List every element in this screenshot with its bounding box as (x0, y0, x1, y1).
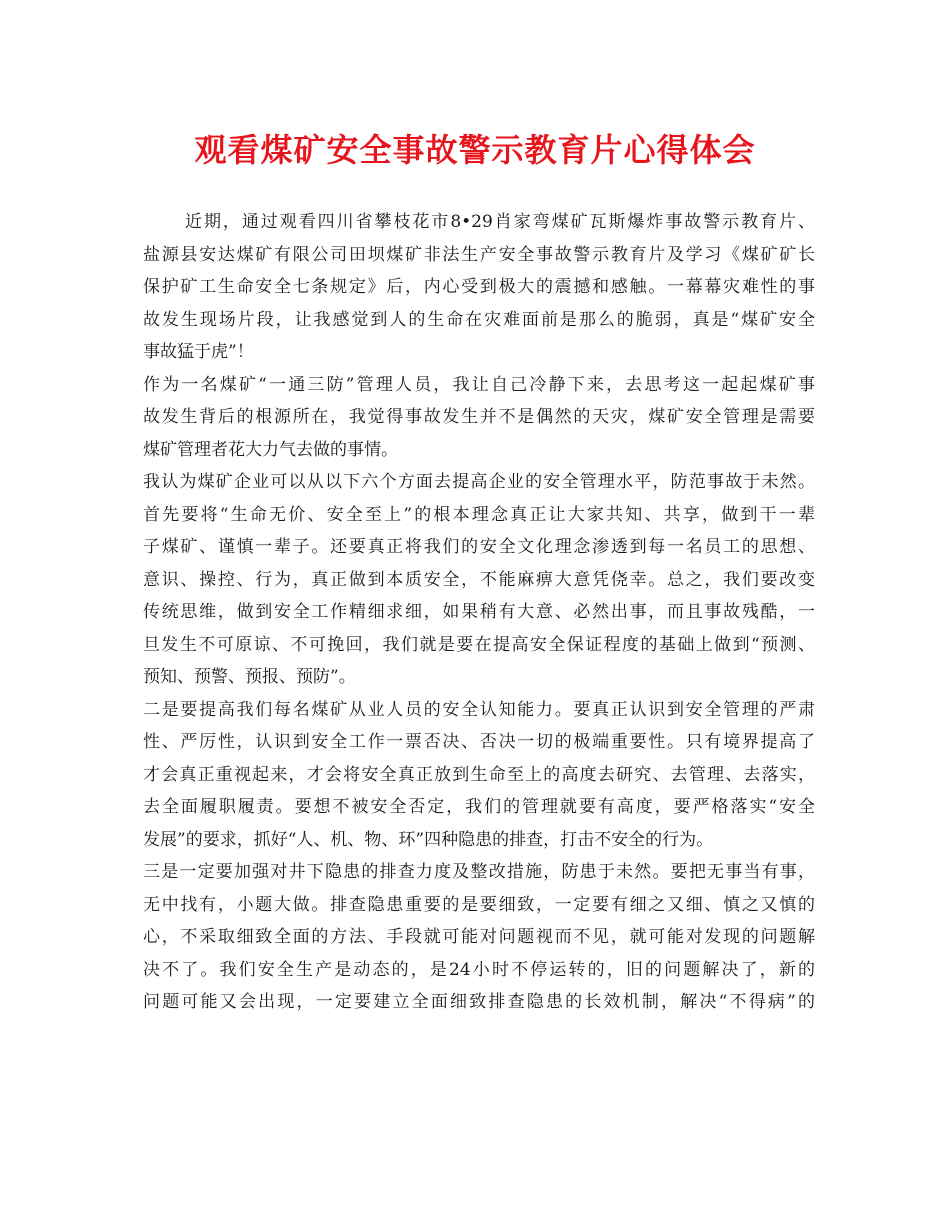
document-body (143, 206, 815, 1019)
paragraph-line: 才会真正重视起来，才会将安全真正放到生命至上的高度去研究、去管理、去落实， (143, 764, 815, 785)
paragraph-line: 去全面履职履责。要想不被安全否定，我们的管理就要有高度，要严格落实“安全 (143, 797, 815, 817)
paragraph-line: 二是要提高我们每名煤矿从业人员的安全认知能力。要真正认识到安全管理的严肃 (143, 699, 815, 720)
paragraph-line: 故发生背后的根源所在，我觉得事故发生并不是偶然的天灾，煤矿安全管理是需要 (143, 407, 815, 427)
document-title: 观看煤矿安全事故警示教育片心得体会 (194, 131, 756, 169)
paragraph-line: 作为一名煤矿“一通三防”管理人员，我让自己冷静下来，去思考这一起起煤矿事 (143, 374, 815, 395)
paragraph-line: 无中找有，小题大做。排查隐患重要的是要细致，一定要有细之又细、慎之又慎的 (143, 894, 815, 915)
paragraph-line: 预知、预警、预报、预防”。 (143, 667, 356, 687)
paragraph-line: 煤矿管理者花大力气去做的事情。 (143, 439, 398, 460)
paragraph-line: 我认为煤矿企业可以从以下六个方面去提高企业的安全管理水平，防范事故于未然。 (143, 472, 815, 492)
paragraph-line: 子煤矿、谨慎一辈子。还要真正将我们的安全文化理念渗透到每一名员工的思想、 (143, 537, 815, 557)
paragraph-line: 盐源县安达煤矿有限公司田坝煤矿非法生产安全事故警示教育片及学习《煤矿矿长 (143, 244, 815, 265)
paragraph-line: 旦发生不可原谅、不可挽回，我们就是要在提高安全保证程度的基础上做到“预测、 (143, 634, 815, 655)
paragraph-line: 保护矿工生命安全七条规定》后，内心受到极大的震撼和感触。一幕幕灾难性的事 (143, 277, 815, 297)
paragraph-line: 三是一定要加强对井下隐患的排查力度及整改措施，防患于未然。要把无事当有事， (143, 862, 815, 882)
paragraph-line: 发展”的要求，抓好“人、机、物、环”四种隐患的排查，打击不安全的行为。 (143, 829, 714, 850)
paragraph-line: 问题可能又会出现，一定要建立全面细致排查隐患的长效机制，解决“不得病”的 (143, 992, 815, 1012)
paragraph-line: 传统思维，做到安全工作精细求细，如果稍有大意、必然出事，而且事故残酷，一 (143, 602, 815, 622)
paragraph-line: 性、严厉性，认识到安全工作一票否决、否决一切的极端重要性。只有境界提高了 (143, 732, 815, 752)
paragraph-line: 故发生现场片段，让我感觉到人的生命在灾难面前是那么的脆弱，真是“煤矿安全 (143, 309, 815, 330)
paragraph-line: 心，不采取细致全面的方法、手段就可能对问题视而不见，就可能对发现的问题解 (143, 927, 815, 947)
paragraph-line: 首先要将“生命无价、安全至上”的根本理念真正让大家共知、共享，做到干一辈 (143, 504, 815, 525)
paragraph-line: 近期，通过观看四川省攀枝花市8•29肖家弯煤矿瓦斯爆炸事故警示教育片、 (185, 212, 815, 232)
paragraph-line: 意识、操控、行为，真正做到本质安全，不能麻痹大意凭侥幸。总之，我们要改变 (143, 569, 815, 590)
paragraph-line: 决不了。我们安全生产是动态的，是24小时不停运转的，旧的问题解决了，新的 (143, 959, 815, 980)
paragraph-line: 事故猛于虎”！ (143, 342, 254, 362)
